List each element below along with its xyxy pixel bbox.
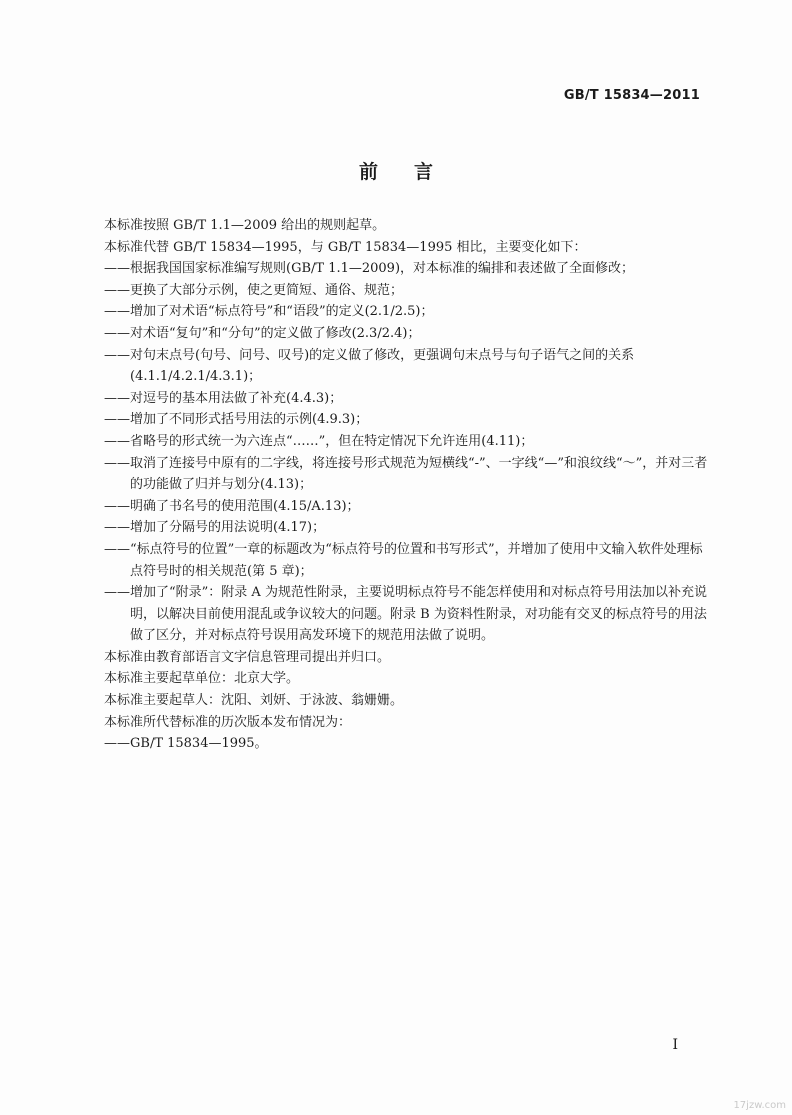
paragraph-drafting-unit: 本标准主要起草单位：北京大学。 [104, 671, 300, 687]
foreword-body [104, 215, 714, 755]
change-item: ——根据我国国家标准编写规则(GB/T 1.1—2009)，对本标准的编排和表述做了全面修改； [104, 261, 635, 277]
change-item: ——对逗号的基本用法做了补充(4.4.3)； [104, 390, 343, 406]
change-item: ——增加了“附录”：附录 A 为规范性附录，主要说明标点符号不能怎样使用和对标点符号用法加以补充说明，以解决目前使用混乱或争议较大的问题。附录 B 为资料性附录，对功能有交叉的标点符号的用法做了区分，并对标点符号误用高发环境下的规范用法做了说明。 [104, 585, 707, 644]
change-item: ——明确了书名号的使用范围(4.15/A.13)； [104, 498, 360, 514]
change-item: ——增加了不同形式括号用法的示例(4.9.3)； [104, 412, 369, 428]
paragraph-proposer: 本标准由教育部语言文字信息管理司提出并归口。 [104, 649, 391, 665]
watermark: 17jzw.com [733, 1100, 786, 1111]
paragraph-replaces: 本标准代替 GB/T 15834—1995，与 GB/T 15834—1995 相比，主要变化如下： [104, 239, 587, 255]
page-number: I [672, 1037, 678, 1053]
page-title: 前言 [358, 161, 469, 183]
change-item: ——“标点符号的位置”一章的标题改为“标点符号的位置和书写形式”，并增加了使用中文输入软件处理标点符号时的相关规范(第 5 章)； [104, 541, 703, 579]
standard-number: GB/T 15834—2011 [563, 88, 700, 103]
change-item: ——增加了对术语“标点符号”和“语段”的定义(2.1/2.5)； [104, 304, 434, 320]
paragraph-previous-editions: 本标准所代替标准的历次版本发布情况为： [104, 714, 352, 730]
change-item: ——取消了连接号中原有的二字线，将连接号形式规范为短横线“-”、一字线“—”和浪纹线“～”，并对三者的功能做了归并与划分(4.13)； [104, 455, 708, 493]
paragraph-drafting-rules: 本标准按照 GB/T 1.1—2009 给出的规则起草。 [104, 218, 386, 233]
change-item: ——更换了大部分示例，使之更简短、通俗、规范； [104, 282, 404, 298]
change-item: ——对句末点号(句号、问号、叹号)的定义做了修改，更强调句末点号与句子语气之间的关系(4.1.1/4.2.1/4.3.1)； [104, 347, 635, 385]
change-item: ——对术语“复句”和“分句”的定义做了修改(2.3/2.4)； [104, 325, 421, 341]
change-item: ——省略号的形式统一为六连点“……”，但在特定情况下允许连用(4.11)； [104, 433, 534, 449]
change-item: ——增加了分隔号的用法说明(4.17)； [104, 520, 326, 536]
paragraph-drafters: 本标准主要起草人：沈阳、刘妍、于泳波、翁姗姗。 [104, 693, 404, 709]
previous-edition-item: ——GB/T 15834—1995。 [104, 736, 268, 752]
